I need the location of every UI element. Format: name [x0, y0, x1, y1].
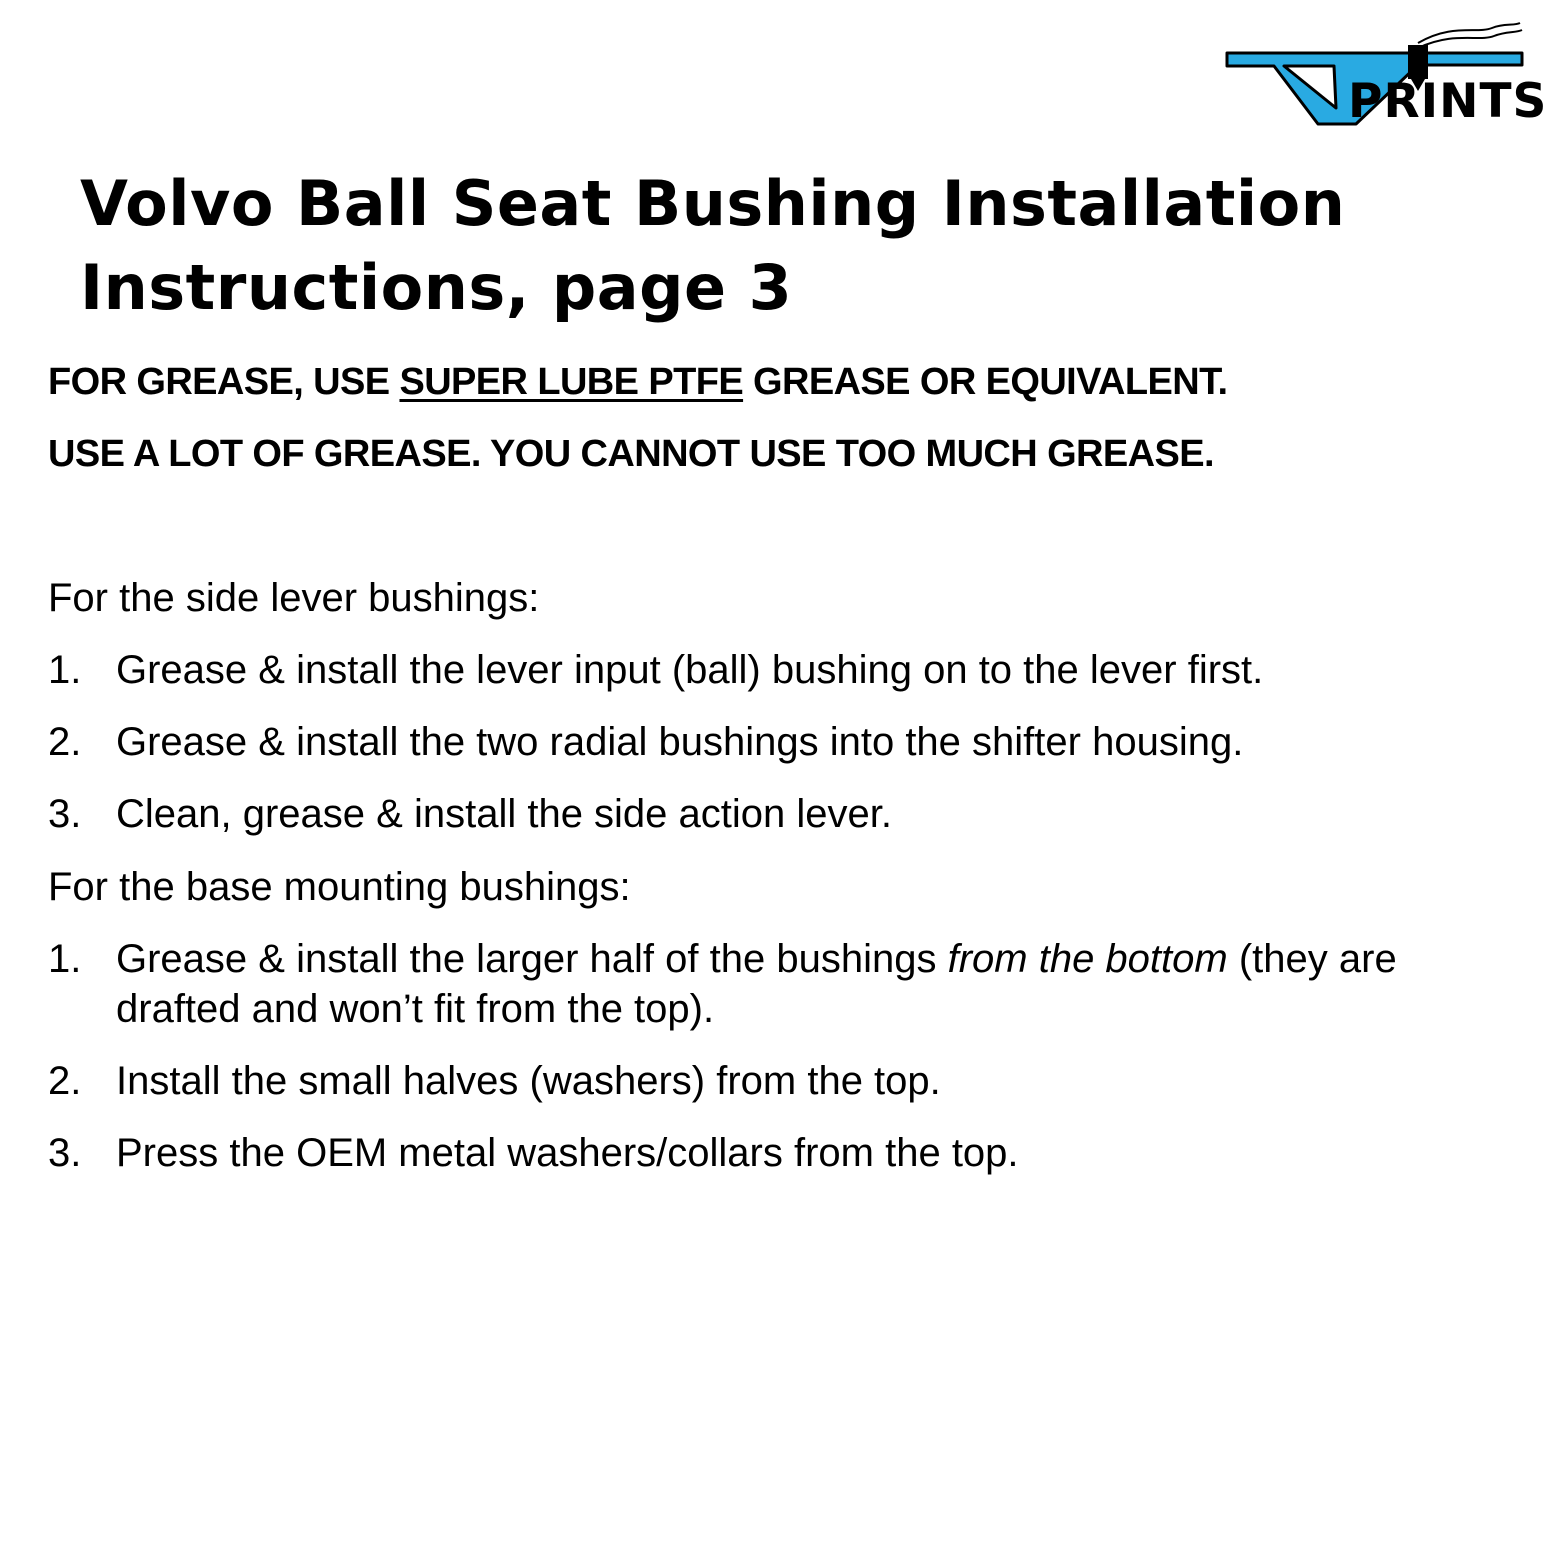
emphasis-text: from the bottom	[947, 937, 1228, 981]
vprints-logo	[1222, 18, 1548, 134]
list-item	[48, 1056, 1518, 1106]
list-item-text-start: Grease & install the larger half of the bushings	[116, 937, 948, 981]
list-item-number: 3.	[48, 1131, 82, 1175]
list-item-text: Press the OEM metal washers/collars from the top.	[116, 1131, 1019, 1175]
list-item	[48, 934, 1518, 1034]
grease-quantity-notice: USE A LOT OF GREASE. YOU CANNOT USE TOO MUCH GREASE.	[48, 433, 1214, 475]
list-item-number: 2.	[48, 1059, 82, 1103]
grease-notice	[48, 358, 1227, 406]
list-item-text	[116, 934, 1518, 1034]
list-item	[48, 789, 1518, 839]
side-lever-heading: For the side lever bushings:	[48, 576, 540, 620]
list-item-text-end: (they are drafted and won’t fit from the top).	[116, 937, 1397, 1031]
list-item-text: Clean, grease & install the side action lever.	[116, 792, 892, 836]
list-item-text: Grease & install the two radial bushings into the shifter housing.	[116, 720, 1244, 764]
grease-notice-suffix: GREASE OR EQUIVALENT.	[743, 361, 1228, 403]
list-item	[48, 1128, 1518, 1178]
list-item-text: Grease & install the lever input (ball) bushing on to the lever first.	[116, 648, 1264, 692]
grease-notice-prefix: FOR GREASE, USE	[48, 361, 400, 403]
super-lube-link[interactable]: SUPER LUBE PTFE	[399, 361, 744, 403]
list-item-number: 2.	[48, 720, 82, 764]
base-mounting-heading: For the base mounting bushings:	[48, 865, 631, 909]
list-item	[48, 645, 1518, 695]
list-item-number: 1.	[48, 937, 82, 981]
page-title: Volvo Ball Seat Bushing Installation Instructions, page 3	[80, 167, 1346, 324]
logo-wordmark: PRINTS	[1348, 74, 1548, 129]
list-item-number: 1.	[48, 648, 82, 692]
list-item	[48, 717, 1518, 767]
list-item-text: Install the small halves (washers) from the top.	[116, 1059, 941, 1103]
list-item-number: 3.	[48, 792, 82, 836]
